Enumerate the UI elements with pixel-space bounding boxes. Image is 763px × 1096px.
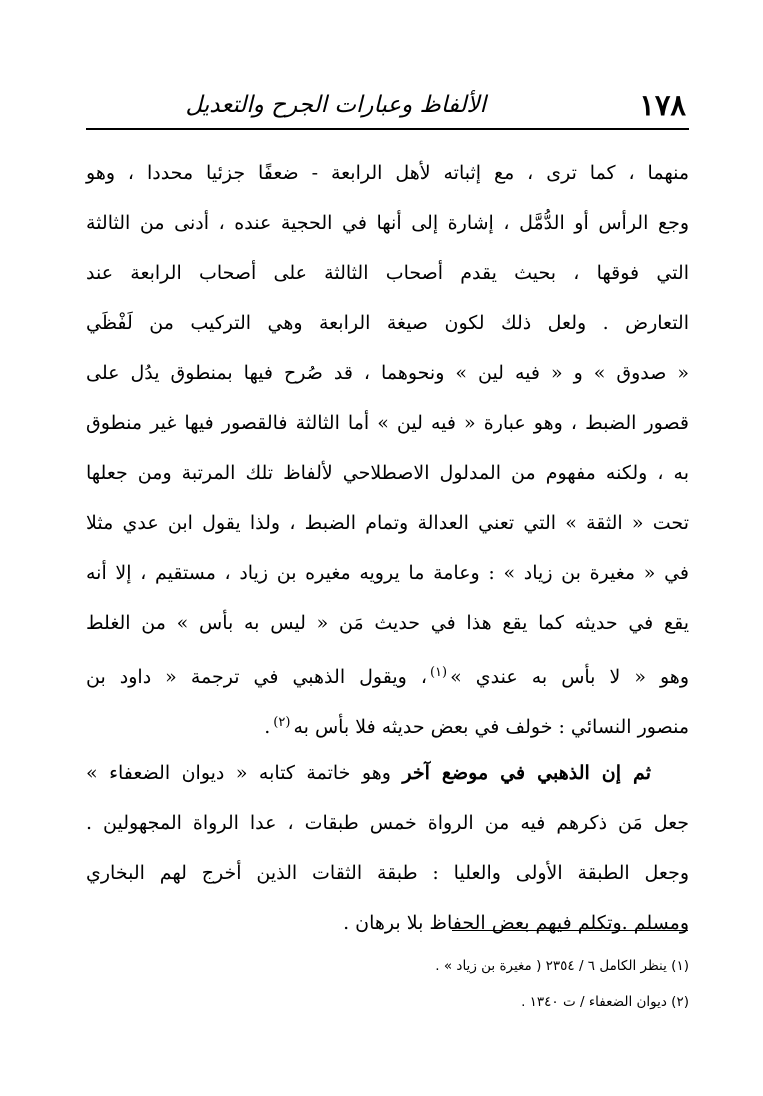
- text-line-footnote-1: [86, 648, 689, 698]
- text-line: التعارض . ولعل ذلك لكون صيغة الرابعة وهي التركيب من لَفْظَي: [86, 312, 689, 334]
- footnotes: [200, 948, 689, 1020]
- running-title: الألفاظ وعبارات الجرح والتعديل: [185, 92, 486, 118]
- page-header: [86, 84, 686, 126]
- text-segment: ، ويقول الذهبي في ترجمة « داود بن: [86, 666, 427, 688]
- footnote-rule: [452, 930, 688, 931]
- text-line: منهما ، كما ترى ، مع إثباته لأهل الرابعة - ضعفًا جزئيا محددا ، وهو: [86, 162, 689, 184]
- main-text: [86, 148, 689, 948]
- text-line: « صدوق » و « فيه لين » ونحوهما ، قد صُرح فيها بمنطوق يدُل على: [86, 362, 689, 384]
- text-segment: .: [264, 716, 271, 738]
- text-segment: وهو خاتمة كتابه « ديوان الضعفاء »: [86, 762, 391, 784]
- page-number: ١٧٨: [639, 88, 686, 122]
- text-line: ومسلم .وتكلم فيهم بعض الحفاظ بلا برهان .: [343, 912, 689, 934]
- text-line: قصور الضبط ، وهو عبارة « فيه لين » أما الثالثة فالقصور فيها غير منطوق: [86, 412, 689, 434]
- text-line: التي فوقها ، بحيث يقدم أصحاب الثالثة على أصحاب الرابعة عند: [86, 262, 689, 284]
- text-line: وجعل الطبقة الأولى والعليا : طبقة الثقات الذين أخرج لهم البخاري: [86, 862, 689, 884]
- footnote-marker-2[interactable]: (٢): [273, 715, 291, 730]
- header-rule: [86, 128, 689, 130]
- text-segment: وهو « لا بأس به عندي »: [450, 666, 689, 688]
- text-line: يقع في حديثه كما يقع هذا في حديث مَن « ليس به بأس » من الغلط: [86, 612, 689, 634]
- text-line: به ، ولكنه مفهوم من المدلول الاصطلاحي لألفاظ تلك المرتبة ومن جعلها: [86, 462, 689, 484]
- text-line: تحت « الثقة » التي تعني العدالة وتمام الضبط ، ولذا يقول ابن عدي مثلا: [86, 512, 689, 534]
- footnote-marker-1[interactable]: (١): [429, 665, 448, 680]
- text-segment: منصور النسائي : خولف في بعض حديثه فلا بأس به: [293, 716, 689, 738]
- text-line: جعل مَن ذكرهم فيه من الرواة خمس طبقات ، عدا الرواة المجهولين .: [86, 812, 689, 834]
- paragraph-2-first-line: [86, 748, 689, 798]
- text-line: وجع الرأس أو الدُّمَّل ، إشارة إلى أنها في الحجية عنده ، أدنى من الثالثة: [86, 212, 689, 234]
- text-line: في « مغيرة بن زياد » : وعامة ما يرويه مغيره بن زياد ، مستقيم ، إلا أنه: [86, 562, 689, 584]
- footnote-2: (٢) ديوان الضعفاء / ت ١٣٤٠ .: [521, 994, 689, 1010]
- paragraph-lead-bold: ثم إن الذهبي في موضع آخر: [402, 762, 651, 784]
- text-line-footnote-2: [86, 698, 689, 748]
- footnote-1: (١) ينظر الكامل ٦ / ٢٣٥٤ ( مغيرة بن زياد » .: [435, 958, 689, 974]
